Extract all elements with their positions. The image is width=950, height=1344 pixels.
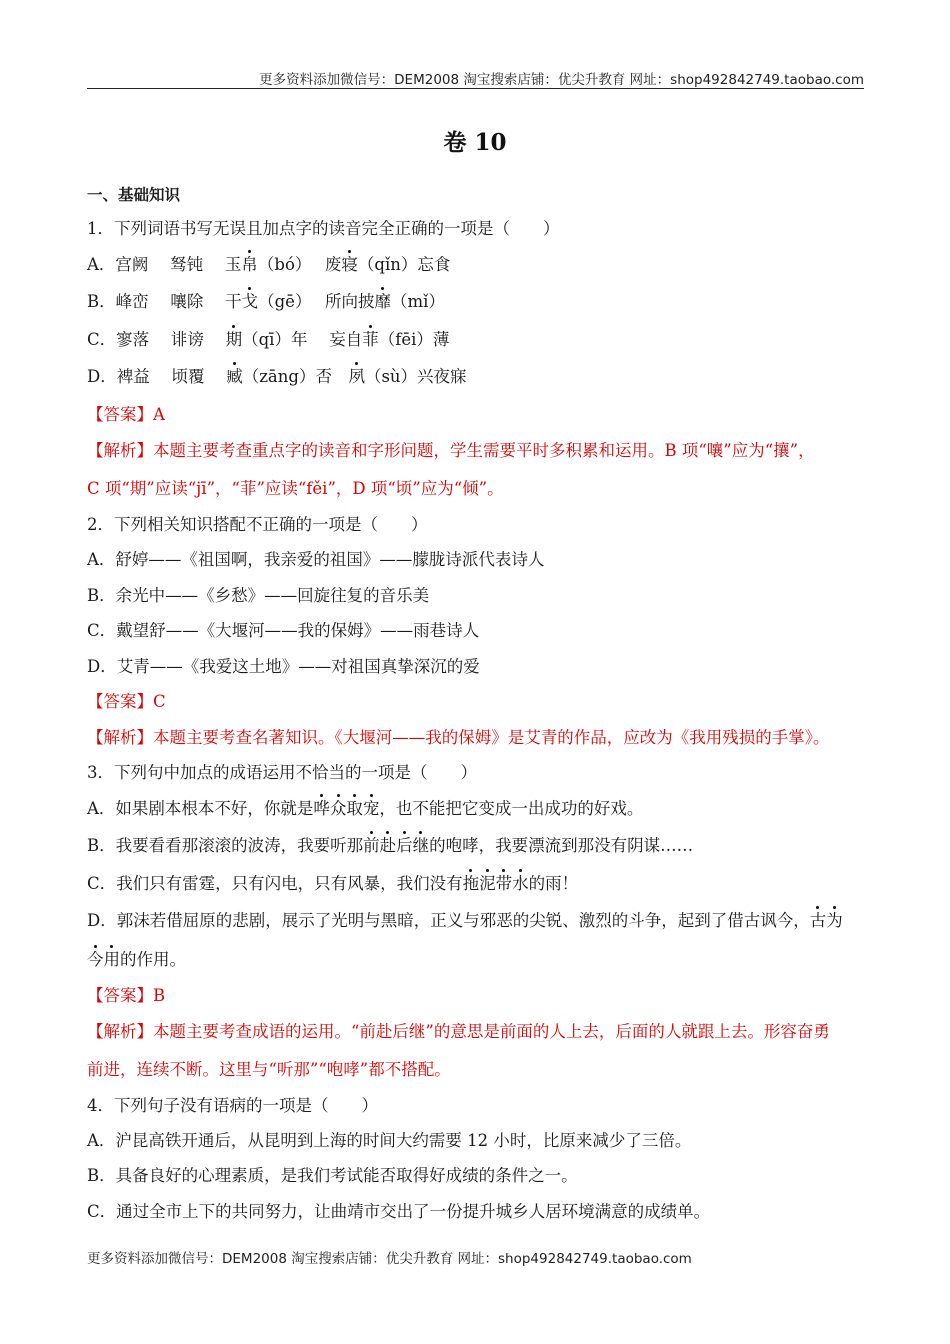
question-1-analysis-cont: C 项“期”应读“jī”，“菲”应读“fěi”，D 项“顷”应为“倾”。 [87, 479, 504, 498]
question-3-option-a: A．如果剧本根本不好，你就是哗众取宠，也不能把它变成一出成功的好戏。 [87, 799, 644, 818]
question-2-option-a: A．舒婷——《祖国啊，我亲爱的祖国》——朦胧诗派代表诗人 [87, 550, 545, 569]
question-3-stem: 3．下列句中加点的成语运用不恰当的一项是（ ） [87, 763, 477, 782]
question-2-answer: 【答案】C [87, 692, 166, 711]
question-3-answer: 【答案】B [87, 986, 166, 1005]
header-divider [87, 88, 864, 89]
section-heading: 一、基础知识 [87, 186, 181, 204]
question-4-option-c: C．通过全市上下的共同努力，让曲靖市交出了一份提升城乡人居环境满意的成绩单。 [87, 1202, 711, 1221]
question-3-analysis: 【解析】本题主要考查成语的运用。“前赴后继”的意思是前面的人上去，后面的人就跟上去。形容奋勇 [87, 1022, 830, 1041]
question-1-option-a: A．宫阙 驽钝 玉帛（bó） 废寝（qǐn）忘食 [87, 255, 451, 274]
question-2-option-c: C．戴望舒——《大堰河——我的保姆》——雨巷诗人 [87, 621, 480, 640]
question-2-option-b: B．余光中——《乡愁》——回旋往复的音乐美 [87, 586, 430, 605]
question-4-option-a: A．沪昆高铁开通后，从昆明到上海的时间大约需要 12 小时，比原来减少了三倍。 [87, 1131, 692, 1150]
question-1-option-c: C．寥落 诽谤 期（qī）年 妄自菲（fēi）薄 [87, 330, 450, 349]
question-3-option-c: C．我们只有雷霆，只有闪电，只有风暴，我们没有拖泥带水的雨！ [87, 874, 579, 893]
question-3-option-d-cont: 今用的作用。 [87, 950, 186, 969]
question-4-stem: 4．下列句子没有语病的一项是（ ） [87, 1096, 378, 1115]
question-2-stem: 2．下列相关知识搭配不正确的一项是（ ） [87, 515, 428, 534]
question-1-analysis: 【解析】本题主要考查重点字的读音和字形问题，学生需要平时多积累和运用。B 项“嚷”应为“攘”， [87, 441, 815, 460]
question-2-analysis: 【解析】本题主要考查名著知识。《大堰河——我的保姆》是艾青的作品，应改为《我用残损的手掌》。 [87, 728, 830, 747]
question-3-analysis-cont: 前进，连续不断。这里与“听那”“咆哮”都不搭配。 [87, 1060, 451, 1079]
question-1-option-b: B．峰峦 嚷除 干戈（gē） 所向披靡（mǐ） [87, 292, 445, 311]
question-2-option-d: D．艾青——《我爱这土地》——对祖国真挚深沉的爱 [87, 657, 480, 676]
page-footer: 更多资料添加微信号：DEM2008 淘宝搜索店铺：优尖升教育 网址：shop492842749.taobao.com [87, 1251, 692, 1267]
question-1-option-d: D．裨益 顷覆 臧（zāng）否 夙（sù）兴夜寐 [87, 367, 467, 386]
question-3-option-b: B．我要看看那滚滚的波涛，我要听那前赴后继的咆哮，我要漂流到那没有阴谋…… [87, 836, 694, 855]
question-3-option-d: D．郭沫若借屈原的悲剧，展示了光明与黑暗，正义与邪恶的尖锐、激烈的斗争，起到了借古讽今，古为 [87, 911, 843, 930]
question-1-answer: 【答案】A [87, 405, 165, 424]
question-1-stem: 1．下列词语书写无误且加点字的读音完全正确的一项是（ ） [87, 219, 560, 238]
question-4-option-b: B．具备良好的心理素质，是我们考试能否取得好成绩的条件之一。 [87, 1166, 578, 1185]
page-header: 更多资料添加微信号：DEM2008 淘宝搜索店铺：优尖升教育 网址：shop492842749.taobao.com [259, 72, 864, 88]
page-title: 卷 10 [443, 129, 507, 156]
